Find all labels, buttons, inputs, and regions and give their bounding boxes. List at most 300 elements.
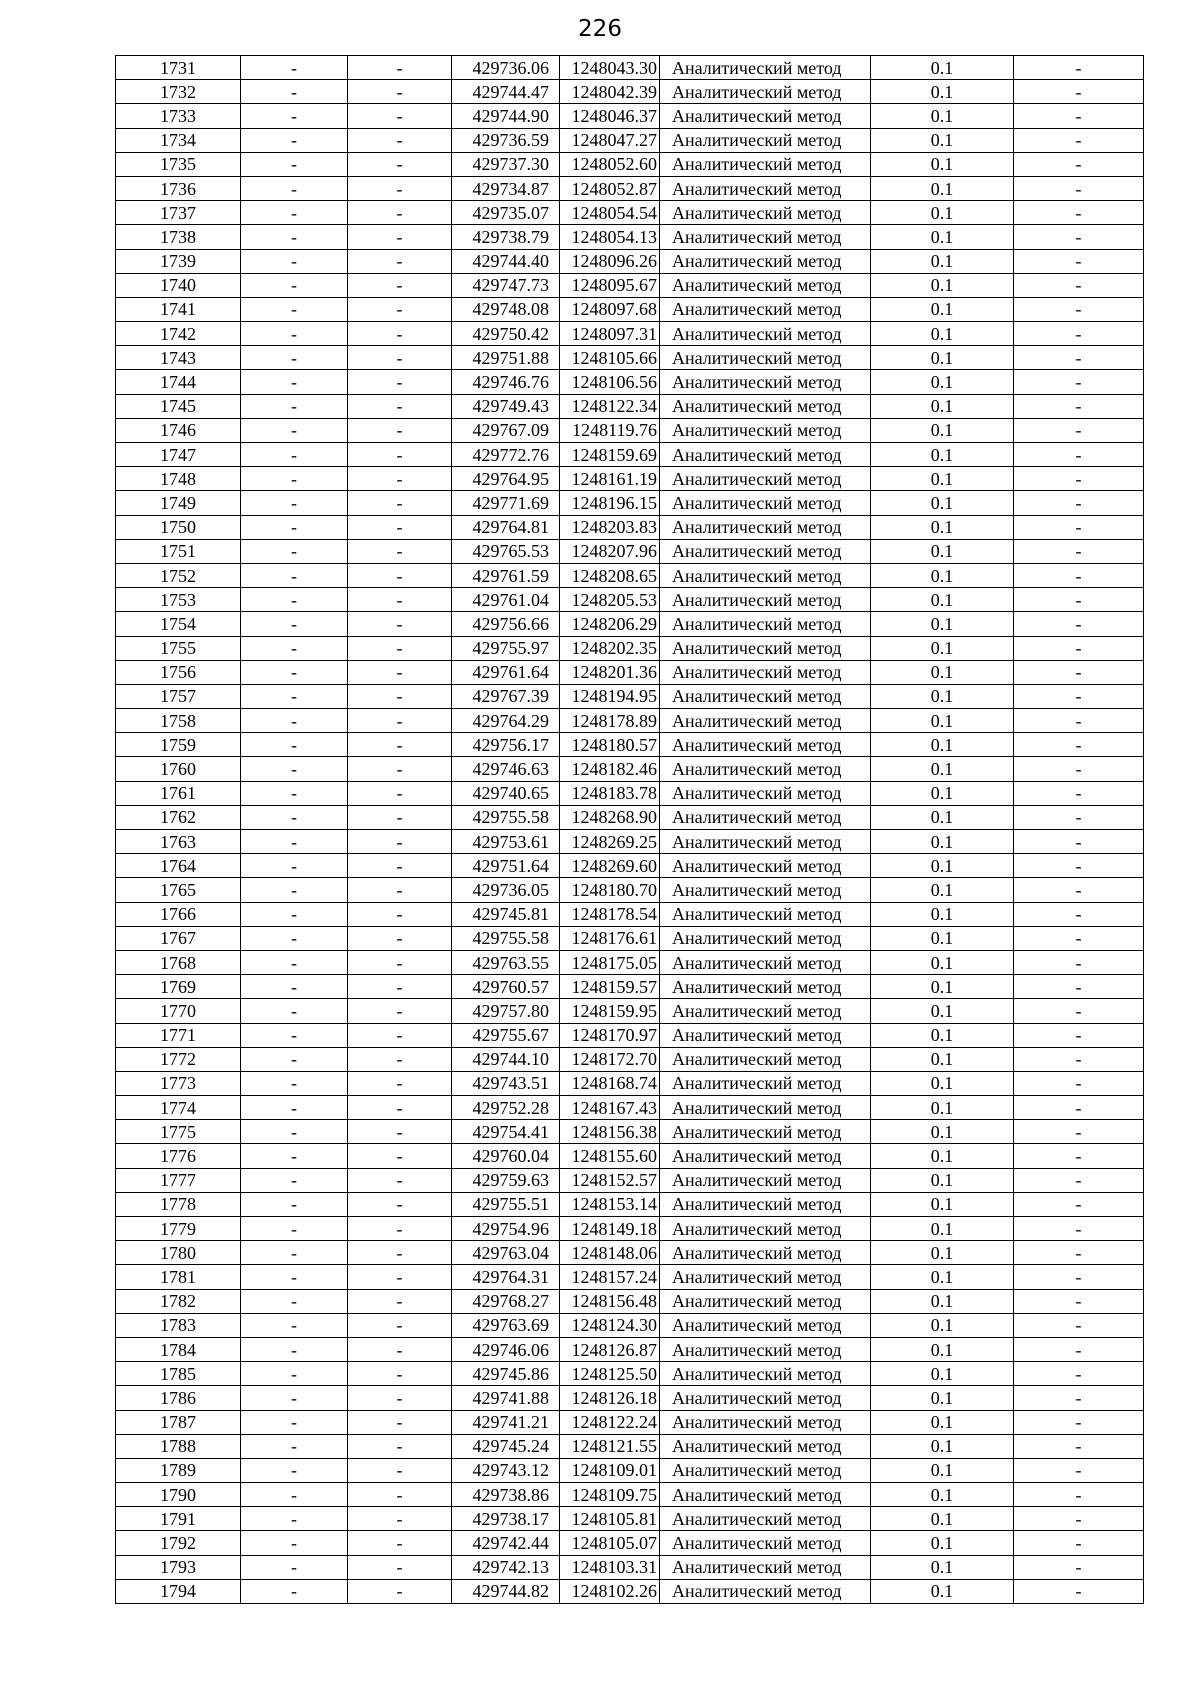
accuracy-cell: 0.1 <box>871 1144 1014 1168</box>
point-number-cell: 1743 <box>116 346 241 370</box>
accuracy-cell: 0.1 <box>871 515 1014 539</box>
empty-cell: - <box>1014 1265 1144 1289</box>
table-row <box>116 1555 1144 1579</box>
x-coordinate-cell: 429738.86 <box>452 1483 560 1507</box>
empty-cell: - <box>348 878 452 902</box>
accuracy-cell: 0.1 <box>871 733 1014 757</box>
point-number-cell: 1789 <box>116 1458 241 1482</box>
empty-cell: - <box>241 999 348 1023</box>
empty-cell: - <box>348 1144 452 1168</box>
point-number-cell: 1769 <box>116 975 241 999</box>
x-coordinate-cell: 429750.42 <box>452 322 560 346</box>
empty-cell: - <box>348 1192 452 1216</box>
method-cell: Аналитический метод <box>660 80 871 104</box>
method-cell: Аналитический метод <box>660 128 871 152</box>
y-coordinate-cell: 1248202.35 <box>560 636 660 660</box>
table-row <box>116 588 1144 612</box>
point-number-cell: 1790 <box>116 1483 241 1507</box>
accuracy-cell: 0.1 <box>871 1120 1014 1144</box>
point-number-cell: 1784 <box>116 1337 241 1361</box>
table-row <box>116 1313 1144 1337</box>
accuracy-cell: 0.1 <box>871 1313 1014 1337</box>
empty-cell: - <box>348 249 452 273</box>
method-cell: Аналитический метод <box>660 152 871 176</box>
y-coordinate-cell: 1248178.54 <box>560 902 660 926</box>
accuracy-cell: 0.1 <box>871 1265 1014 1289</box>
empty-cell: - <box>348 975 452 999</box>
accuracy-cell: 0.1 <box>871 1458 1014 1482</box>
method-cell: Аналитический метод <box>660 950 871 974</box>
empty-cell: - <box>241 830 348 854</box>
y-coordinate-cell: 1248105.66 <box>560 346 660 370</box>
method-cell: Аналитический метод <box>660 176 871 200</box>
point-number-cell: 1758 <box>116 709 241 733</box>
table-row <box>116 1241 1144 1265</box>
empty-cell: - <box>241 1120 348 1144</box>
accuracy-cell: 0.1 <box>871 80 1014 104</box>
empty-cell: - <box>241 249 348 273</box>
x-coordinate-cell: 429740.65 <box>452 781 560 805</box>
point-number-cell: 1739 <box>116 249 241 273</box>
point-number-cell: 1764 <box>116 854 241 878</box>
accuracy-cell: 0.1 <box>871 201 1014 225</box>
accuracy-cell: 0.1 <box>871 491 1014 515</box>
table-row <box>116 201 1144 225</box>
table-row <box>116 684 1144 708</box>
x-coordinate-cell: 429754.41 <box>452 1120 560 1144</box>
empty-cell: - <box>241 781 348 805</box>
y-coordinate-cell: 1248178.89 <box>560 709 660 733</box>
accuracy-cell: 0.1 <box>871 1337 1014 1361</box>
table-row <box>116 830 1144 854</box>
empty-cell: - <box>1014 902 1144 926</box>
point-number-cell: 1792 <box>116 1531 241 1555</box>
point-number-cell: 1763 <box>116 830 241 854</box>
empty-cell: - <box>241 1313 348 1337</box>
empty-cell: - <box>1014 443 1144 467</box>
y-coordinate-cell: 1248122.34 <box>560 394 660 418</box>
x-coordinate-cell: 429768.27 <box>452 1289 560 1313</box>
table-row <box>116 1023 1144 1047</box>
empty-cell: - <box>241 709 348 733</box>
point-number-cell: 1732 <box>116 80 241 104</box>
point-number-cell: 1775 <box>116 1120 241 1144</box>
method-cell: Аналитический метод <box>660 56 871 80</box>
empty-cell: - <box>348 539 452 563</box>
point-number-cell: 1731 <box>116 56 241 80</box>
x-coordinate-cell: 429738.79 <box>452 225 560 249</box>
y-coordinate-cell: 1248205.53 <box>560 588 660 612</box>
accuracy-cell: 0.1 <box>871 394 1014 418</box>
empty-cell: - <box>241 225 348 249</box>
method-cell: Аналитический метод <box>660 830 871 854</box>
empty-cell: - <box>241 443 348 467</box>
y-coordinate-cell: 1248125.50 <box>560 1362 660 1386</box>
y-coordinate-cell: 1248047.27 <box>560 128 660 152</box>
table-row <box>116 854 1144 878</box>
empty-cell: - <box>348 902 452 926</box>
y-coordinate-cell: 1248043.30 <box>560 56 660 80</box>
y-coordinate-cell: 1248183.78 <box>560 781 660 805</box>
y-coordinate-cell: 1248153.14 <box>560 1192 660 1216</box>
y-coordinate-cell: 1248208.65 <box>560 563 660 587</box>
empty-cell: - <box>348 201 452 225</box>
empty-cell: - <box>1014 636 1144 660</box>
accuracy-cell: 0.1 <box>871 1386 1014 1410</box>
point-number-cell: 1780 <box>116 1241 241 1265</box>
empty-cell: - <box>348 588 452 612</box>
table-row <box>116 757 1144 781</box>
empty-cell: - <box>1014 104 1144 128</box>
empty-cell: - <box>348 1313 452 1337</box>
empty-cell: - <box>348 1168 452 1192</box>
x-coordinate-cell: 429756.66 <box>452 612 560 636</box>
table-row <box>116 104 1144 128</box>
empty-cell: - <box>348 830 452 854</box>
table-row <box>116 1120 1144 1144</box>
empty-cell: - <box>241 370 348 394</box>
table-row <box>116 176 1144 200</box>
empty-cell: - <box>241 805 348 829</box>
y-coordinate-cell: 1248203.83 <box>560 515 660 539</box>
empty-cell: - <box>241 1410 348 1434</box>
table-row <box>116 1410 1144 1434</box>
table-row <box>116 418 1144 442</box>
table-row <box>116 733 1144 757</box>
empty-cell: - <box>1014 612 1144 636</box>
table-row <box>116 1168 1144 1192</box>
empty-cell: - <box>348 1531 452 1555</box>
empty-cell: - <box>348 1410 452 1434</box>
method-cell: Аналитический метод <box>660 1531 871 1555</box>
empty-cell: - <box>1014 370 1144 394</box>
accuracy-cell: 0.1 <box>871 152 1014 176</box>
empty-cell: - <box>1014 322 1144 346</box>
empty-cell: - <box>348 1362 452 1386</box>
y-coordinate-cell: 1248155.60 <box>560 1144 660 1168</box>
x-coordinate-cell: 429742.13 <box>452 1555 560 1579</box>
table-row <box>116 152 1144 176</box>
x-coordinate-cell: 429746.76 <box>452 370 560 394</box>
y-coordinate-cell: 1248201.36 <box>560 660 660 684</box>
empty-cell: - <box>241 1168 348 1192</box>
empty-cell: - <box>348 636 452 660</box>
empty-cell: - <box>241 394 348 418</box>
table-row <box>116 612 1144 636</box>
y-coordinate-cell: 1248167.43 <box>560 1096 660 1120</box>
method-cell: Аналитический метод <box>660 1362 871 1386</box>
accuracy-cell: 0.1 <box>871 757 1014 781</box>
point-number-cell: 1760 <box>116 757 241 781</box>
y-coordinate-cell: 1248156.48 <box>560 1289 660 1313</box>
empty-cell: - <box>348 1217 452 1241</box>
point-number-cell: 1757 <box>116 684 241 708</box>
x-coordinate-cell: 429746.63 <box>452 757 560 781</box>
accuracy-cell: 0.1 <box>871 684 1014 708</box>
accuracy-cell: 0.1 <box>871 1071 1014 1095</box>
y-coordinate-cell: 1248207.96 <box>560 539 660 563</box>
table-row <box>116 1579 1144 1603</box>
point-number-cell: 1777 <box>116 1168 241 1192</box>
empty-cell: - <box>1014 1192 1144 1216</box>
empty-cell: - <box>241 1531 348 1555</box>
point-number-cell: 1748 <box>116 467 241 491</box>
empty-cell: - <box>1014 225 1144 249</box>
accuracy-cell: 0.1 <box>871 1241 1014 1265</box>
empty-cell: - <box>241 1386 348 1410</box>
y-coordinate-cell: 1248180.57 <box>560 733 660 757</box>
method-cell: Аналитический метод <box>660 1217 871 1241</box>
empty-cell: - <box>1014 660 1144 684</box>
empty-cell: - <box>348 950 452 974</box>
method-cell: Аналитический метод <box>660 1410 871 1434</box>
empty-cell: - <box>241 1047 348 1071</box>
point-number-cell: 1752 <box>116 563 241 587</box>
accuracy-cell: 0.1 <box>871 1362 1014 1386</box>
point-number-cell: 1747 <box>116 443 241 467</box>
y-coordinate-cell: 1248096.26 <box>560 249 660 273</box>
accuracy-cell: 0.1 <box>871 467 1014 491</box>
empty-cell: - <box>241 636 348 660</box>
y-coordinate-cell: 1248159.57 <box>560 975 660 999</box>
empty-cell: - <box>241 1337 348 1361</box>
empty-cell: - <box>348 394 452 418</box>
x-coordinate-cell: 429744.47 <box>452 80 560 104</box>
empty-cell: - <box>348 709 452 733</box>
method-cell: Аналитический метод <box>660 660 871 684</box>
empty-cell: - <box>348 322 452 346</box>
empty-cell: - <box>1014 878 1144 902</box>
x-coordinate-cell: 429746.06 <box>452 1337 560 1361</box>
method-cell: Аналитический метод <box>660 612 871 636</box>
accuracy-cell: 0.1 <box>871 176 1014 200</box>
table-row <box>116 660 1144 684</box>
empty-cell: - <box>1014 709 1144 733</box>
method-cell: Аналитический метод <box>660 781 871 805</box>
method-cell: Аналитический метод <box>660 515 871 539</box>
point-number-cell: 1755 <box>116 636 241 660</box>
empty-cell: - <box>241 563 348 587</box>
x-coordinate-cell: 429751.64 <box>452 854 560 878</box>
accuracy-cell: 0.1 <box>871 902 1014 926</box>
empty-cell: - <box>1014 1434 1144 1458</box>
point-number-cell: 1756 <box>116 660 241 684</box>
empty-cell: - <box>348 1096 452 1120</box>
x-coordinate-cell: 429749.43 <box>452 394 560 418</box>
table-row <box>116 636 1144 660</box>
table-row <box>116 322 1144 346</box>
point-number-cell: 1785 <box>116 1362 241 1386</box>
empty-cell: - <box>241 152 348 176</box>
y-coordinate-cell: 1248157.24 <box>560 1265 660 1289</box>
y-coordinate-cell: 1248103.31 <box>560 1555 660 1579</box>
accuracy-cell: 0.1 <box>871 830 1014 854</box>
table-row <box>116 1096 1144 1120</box>
empty-cell: - <box>348 467 452 491</box>
point-number-cell: 1750 <box>116 515 241 539</box>
empty-cell: - <box>1014 1579 1144 1603</box>
accuracy-cell: 0.1 <box>871 249 1014 273</box>
empty-cell: - <box>1014 1217 1144 1241</box>
empty-cell: - <box>1014 515 1144 539</box>
empty-cell: - <box>1014 684 1144 708</box>
table-row <box>116 539 1144 563</box>
table-row <box>116 1071 1144 1095</box>
empty-cell: - <box>241 1483 348 1507</box>
y-coordinate-cell: 1248269.25 <box>560 830 660 854</box>
empty-cell: - <box>348 1386 452 1410</box>
accuracy-cell: 0.1 <box>871 346 1014 370</box>
empty-cell: - <box>348 684 452 708</box>
empty-cell: - <box>1014 733 1144 757</box>
method-cell: Аналитический метод <box>660 104 871 128</box>
x-coordinate-cell: 429763.04 <box>452 1241 560 1265</box>
x-coordinate-cell: 429764.81 <box>452 515 560 539</box>
x-coordinate-cell: 429748.08 <box>452 297 560 321</box>
x-coordinate-cell: 429755.97 <box>452 636 560 660</box>
accuracy-cell: 0.1 <box>871 588 1014 612</box>
x-coordinate-cell: 429755.51 <box>452 1192 560 1216</box>
y-coordinate-cell: 1248122.24 <box>560 1410 660 1434</box>
method-cell: Аналитический метод <box>660 1120 871 1144</box>
point-number-cell: 1782 <box>116 1289 241 1313</box>
empty-cell: - <box>348 225 452 249</box>
x-coordinate-cell: 429747.73 <box>452 273 560 297</box>
empty-cell: - <box>241 902 348 926</box>
empty-cell: - <box>1014 394 1144 418</box>
x-coordinate-cell: 429744.90 <box>452 104 560 128</box>
empty-cell: - <box>1014 1531 1144 1555</box>
empty-cell: - <box>241 733 348 757</box>
empty-cell: - <box>241 515 348 539</box>
point-number-cell: 1736 <box>116 176 241 200</box>
y-coordinate-cell: 1248119.76 <box>560 418 660 442</box>
empty-cell: - <box>348 104 452 128</box>
table-row <box>116 467 1144 491</box>
x-coordinate-cell: 429760.04 <box>452 1144 560 1168</box>
y-coordinate-cell: 1248106.56 <box>560 370 660 394</box>
y-coordinate-cell: 1248124.30 <box>560 1313 660 1337</box>
accuracy-cell: 0.1 <box>871 443 1014 467</box>
accuracy-cell: 0.1 <box>871 273 1014 297</box>
method-cell: Аналитический метод <box>660 1071 871 1095</box>
empty-cell: - <box>1014 176 1144 200</box>
empty-cell: - <box>241 1507 348 1531</box>
y-coordinate-cell: 1248095.67 <box>560 273 660 297</box>
empty-cell: - <box>241 1241 348 1265</box>
table-row <box>116 563 1144 587</box>
point-number-cell: 1767 <box>116 926 241 950</box>
x-coordinate-cell: 429755.58 <box>452 805 560 829</box>
point-number-cell: 1734 <box>116 128 241 152</box>
method-cell: Аналитический метод <box>660 1096 871 1120</box>
y-coordinate-cell: 1248161.19 <box>560 467 660 491</box>
empty-cell: - <box>1014 1023 1144 1047</box>
empty-cell: - <box>1014 201 1144 225</box>
accuracy-cell: 0.1 <box>871 1579 1014 1603</box>
empty-cell: - <box>348 612 452 636</box>
empty-cell: - <box>1014 1047 1144 1071</box>
point-number-cell: 1751 <box>116 539 241 563</box>
x-coordinate-cell: 429734.87 <box>452 176 560 200</box>
x-coordinate-cell: 429754.96 <box>452 1217 560 1241</box>
empty-cell: - <box>348 128 452 152</box>
empty-cell: - <box>348 781 452 805</box>
x-coordinate-cell: 429764.31 <box>452 1265 560 1289</box>
empty-cell: - <box>1014 1168 1144 1192</box>
x-coordinate-cell: 429765.53 <box>452 539 560 563</box>
empty-cell: - <box>1014 539 1144 563</box>
x-coordinate-cell: 429736.59 <box>452 128 560 152</box>
y-coordinate-cell: 1248046.37 <box>560 104 660 128</box>
accuracy-cell: 0.1 <box>871 1096 1014 1120</box>
x-coordinate-cell: 429741.21 <box>452 1410 560 1434</box>
x-coordinate-cell: 429764.29 <box>452 709 560 733</box>
accuracy-cell: 0.1 <box>871 128 1014 152</box>
method-cell: Аналитический метод <box>660 636 871 660</box>
table-row <box>116 975 1144 999</box>
accuracy-cell: 0.1 <box>871 1289 1014 1313</box>
x-coordinate-cell: 429745.81 <box>452 902 560 926</box>
empty-cell: - <box>1014 1313 1144 1337</box>
accuracy-cell: 0.1 <box>871 1168 1014 1192</box>
empty-cell: - <box>1014 950 1144 974</box>
empty-cell: - <box>241 1555 348 1579</box>
empty-cell: - <box>1014 467 1144 491</box>
empty-cell: - <box>241 1265 348 1289</box>
x-coordinate-cell: 429738.17 <box>452 1507 560 1531</box>
empty-cell: - <box>1014 805 1144 829</box>
empty-cell: - <box>1014 1555 1144 1579</box>
empty-cell: - <box>241 1096 348 1120</box>
y-coordinate-cell: 1248168.74 <box>560 1071 660 1095</box>
point-number-cell: 1770 <box>116 999 241 1023</box>
point-number-cell: 1776 <box>116 1144 241 1168</box>
empty-cell: - <box>241 1362 348 1386</box>
table-row <box>116 128 1144 152</box>
point-number-cell: 1765 <box>116 878 241 902</box>
y-coordinate-cell: 1248176.61 <box>560 926 660 950</box>
empty-cell: - <box>1014 926 1144 950</box>
accuracy-cell: 0.1 <box>871 999 1014 1023</box>
empty-cell: - <box>1014 1458 1144 1482</box>
x-coordinate-cell: 429761.59 <box>452 563 560 587</box>
table-row <box>116 56 1144 80</box>
point-number-cell: 1744 <box>116 370 241 394</box>
x-coordinate-cell: 429744.10 <box>452 1047 560 1071</box>
empty-cell: - <box>241 346 348 370</box>
y-coordinate-cell: 1248268.90 <box>560 805 660 829</box>
empty-cell: - <box>1014 1337 1144 1361</box>
point-number-cell: 1778 <box>116 1192 241 1216</box>
empty-cell: - <box>348 757 452 781</box>
method-cell: Аналитический метод <box>660 225 871 249</box>
empty-cell: - <box>1014 1096 1144 1120</box>
accuracy-cell: 0.1 <box>871 709 1014 733</box>
empty-cell: - <box>1014 1144 1144 1168</box>
point-number-cell: 1781 <box>116 1265 241 1289</box>
accuracy-cell: 0.1 <box>871 781 1014 805</box>
point-number-cell: 1733 <box>116 104 241 128</box>
method-cell: Аналитический метод <box>660 588 871 612</box>
table-row <box>116 1483 1144 1507</box>
empty-cell: - <box>1014 1071 1144 1095</box>
point-number-cell: 1746 <box>116 418 241 442</box>
method-cell: Аналитический метод <box>660 1337 871 1361</box>
empty-cell: - <box>241 660 348 684</box>
table-row <box>116 1337 1144 1361</box>
table-row <box>116 902 1144 926</box>
